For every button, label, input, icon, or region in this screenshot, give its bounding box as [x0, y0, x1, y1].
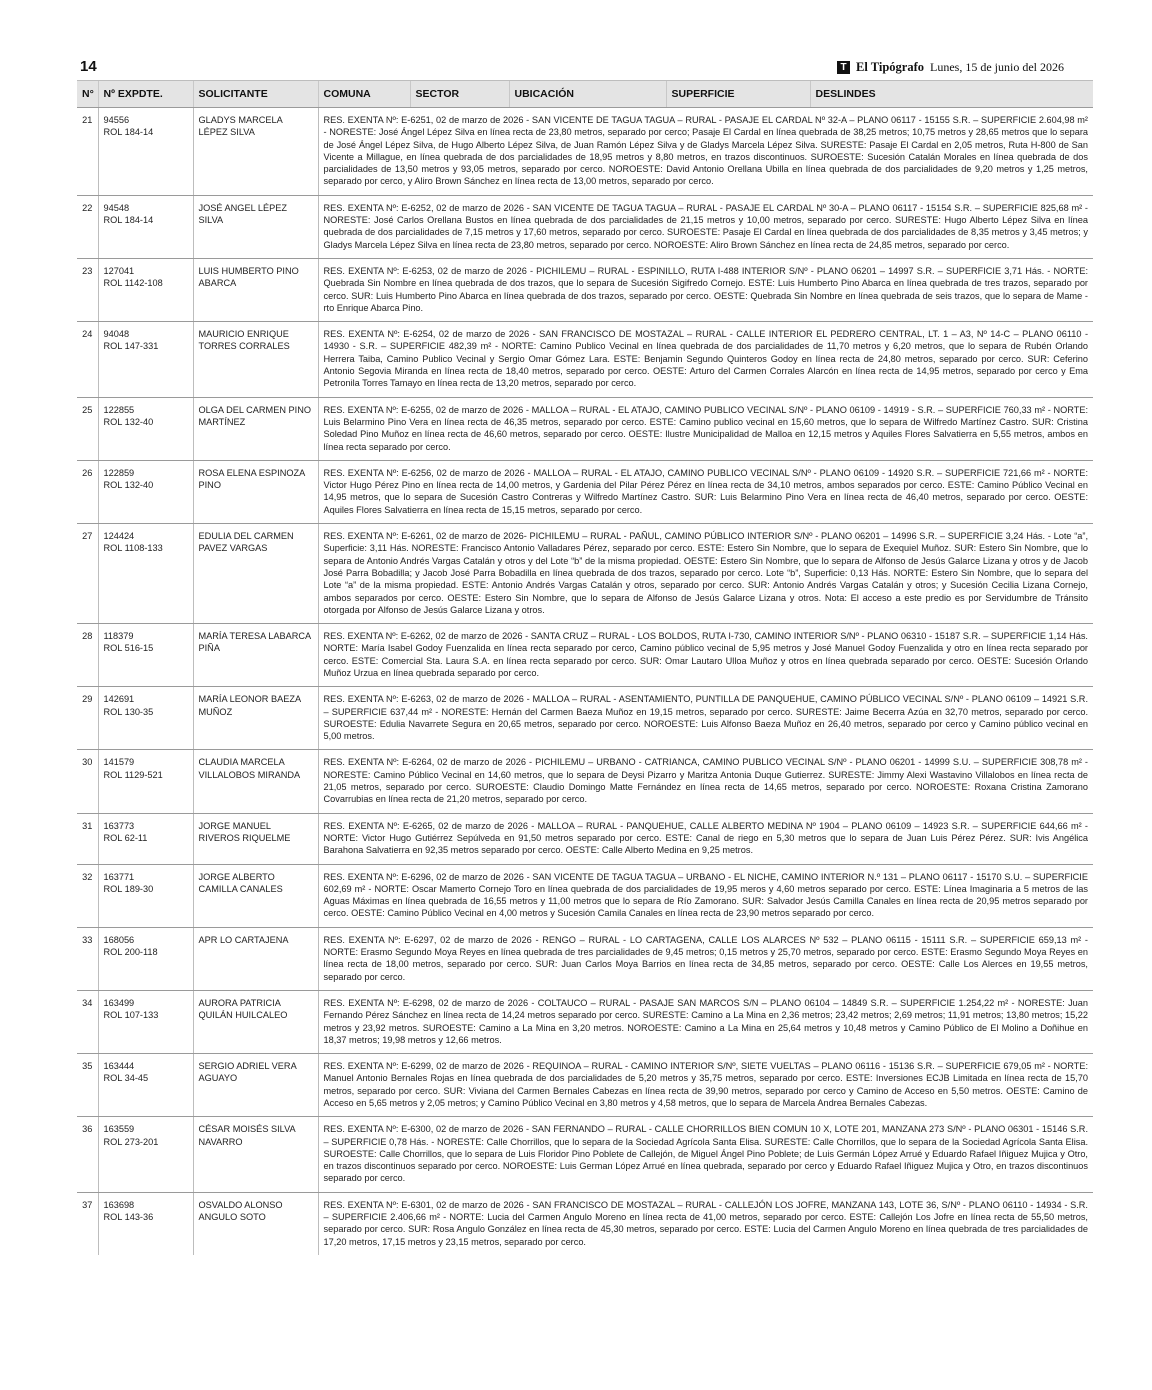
solicitante-cell: ROSA ELENA ESPINOZA PINO — [193, 460, 318, 523]
resolution-text: RES. EXENTA Nº: E-6252, 02 de marzo de 2026 - SAN VICENTE DE TAGUA TAGUA – RURAL - PASAJE EL CARDAL Nº 30-A – PLANO 06117 - 15154 S.R. – SUPERFICIE 825,68 m² - NORESTE: José Carlos Orellana Bustos en línea quebrada de dos parcialidades de 21,15 metros y 10,00 metros, separado por cerco. SURESTE: Hugo Alberto Lépez Silva en línea quebrada de dos parcialidades de 7,15 metros y 17,60 metros, separado por cerco. SUROESTE: Pasaje El Cardal en línea quebrada de dos parcialidades de 8,35 metros y 3,45 metros; y Gladys Marcela Lépez Silva en línea recta de 23,80 metros, separado por cerco. NOROESTE: Aliro Brown Sánchez en línea recta de 24,85 metros, separado por cerco. — [318, 195, 1093, 258]
rol-number: ROL 132-40 — [103, 480, 154, 491]
row-number: 37 — [77, 1192, 98, 1255]
expediente-cell — [98, 624, 193, 687]
column-header-superficie: SUPERFICIE — [666, 81, 810, 108]
expediente-cell — [98, 687, 193, 750]
solicitante-cell: EDULIA DEL CARMEN PAVEZ VARGAS — [193, 524, 318, 624]
row-number: 36 — [77, 1117, 98, 1192]
resolution-text: RES. EXENTA Nº: E-6300, 02 de marzo de 2026 - SAN FERNANDO – RURAL - CALLE CHORRILLOS BIEN COMUN 10 X, LOTE 201, MANZANA 273 S/Nº - PLANO 06301 - 15146 S.R. – SUPERFICIE 0,78 Hás. - NORESTE: Calle Chorrillos, que lo separa de la Sociedad Agrícola Santa Elisa. SURESTE: Calle Chorrillos, que lo separa de la Sociedad Agrícola Santa Elisa. SUROESTE: Calle Chorrillos, que lo separa de Luis Floridor Pino Poblete de Callejón, de Miguel Ángel Pino Poblete; de Luis Germán López Arrué y Eduardo Rafael Iñiguez Mujica y Otro, en trazos discontinuos separado por cerco. NOROESTE: Luis German López Arrué en línea quebrada, separado por cerco y Eduardo Rafael Iñiguez Mujica y Otro, en trazos discontinuos separado por cerco. — [318, 1117, 1093, 1192]
resolution-text: RES. EXENTA Nº: E-6298, 02 de marzo de 2026 - COLTAUCO – RURAL - PASAJE SAN MARCOS S/N – PLANO 06104 – 14849 S.R. – SUPERFICIE 1.254,22 m² - NORESTE: Juan Fernando Pérez Sánchez en línea recta de 14,24 metros separado por cerco. SURESTE: Camino a La Mina en 2,36 metros; 23,42 metros; 2,69 metros; 11,91 metros; 13,80 metros; 15,22 metros y 23,92 metros. SUROESTE: Camino a La Mina en 3,20 metros. NOROESTE: Camino a La Mina en 25,64 metros y 10,48 metros y Camino Público de El Molino a Doñihue en 18,37 metros; 19,98 metros y 12,66 metros. — [318, 990, 1093, 1053]
row-number: 35 — [77, 1054, 98, 1117]
expediente-number: 122859 — [103, 467, 135, 478]
newspaper-logo-icon: T — [837, 61, 850, 74]
resolution-text: RES. EXENTA Nº: E-6296, 02 de marzo de 2026 - SAN VICENTE DE TAGUA TAGUA – URBANO - EL NICHE, CAMINO INTERIOR N.º 131 – PLANO 06117 - 15170 S.U. – SUPERFICIE 602,69 m² - NORTE: Oscar Mamerto Cornejo Toro en línea quebrada de dos parcialidades de 19,95 meros y 4,60 metros separado por cerco. ESTE: Línea Imaginaria a 5 metros de las Aguas Máximas en línea quebrada de 16,55 metros y 11,00 metros que lo separa de Río Zamorano. SUR: Salvador Jesús Camilla Canales en línea recta de 20,95 metros separado por cerco. OESTE: Camino Público Vecinal en 4,00 metros y Sucesión Camila Canales en línea recta de 23,90 metros separado por cerco. — [318, 864, 1093, 927]
table-row — [77, 624, 1093, 687]
row-number: 30 — [77, 750, 98, 813]
expediente-number: 94556 — [103, 115, 130, 125]
solicitante-cell: CÉSAR MOISÉS SILVA NAVARRO — [193, 1117, 318, 1192]
expediente-cell — [98, 813, 193, 864]
solicitante-cell: GLADYS MARCELA LÉPEZ SILVA — [193, 108, 318, 196]
row-number: 26 — [77, 460, 98, 523]
rol-number: ROL 516-15 — [103, 643, 154, 654]
expediente-number: 163499 — [103, 997, 135, 1008]
solicitante-cell: MARÍA LEONOR BAEZA MUÑOZ — [193, 687, 318, 750]
resolution-text: RES. EXENTA Nº: E-6262, 02 de marzo de 2026 - SANTA CRUZ – RURAL - LOS BOLDOS, RUTA I-730, CAMINO INTERIOR S/Nº - PLANO 06310 - 15187 S.R. – SUPERFICIE 1,14 Hás. NORTE: María Isabel Godoy Fuenzalida en línea recta separado por cerco, Camino público vecinal de 5,95 metros y José Manuel Godoy Fuenzalida y otro en línea recta separado por cerco. ESTE: Comercial Sta. Laura S.A. en línea recta separado por cerco. SUR: Omar Lautaro Ulloa Muñoz y otros en línea quebrada separado por cerco. OESTE: Sucesión Orlando Muñoz Urzua en línea quebrada separado por cerco. — [318, 624, 1093, 687]
expediente-cell — [98, 108, 193, 196]
solicitante-cell: OSVALDO ALONSO ANGULO SOTO — [193, 1192, 318, 1255]
rol-number: ROL 1129-521 — [103, 769, 163, 780]
expediente-number: 163698 — [103, 1199, 135, 1210]
table-row — [77, 195, 1093, 258]
table-row — [77, 322, 1093, 397]
row-number: 23 — [77, 258, 98, 321]
table-row — [77, 524, 1093, 624]
page-number: 14 — [80, 58, 97, 75]
resolution-text: RES. EXENTA Nº: E-6297, 02 de marzo de 2026 - RENGO – RURAL - LO CARTAGENA, CALLE LOS ALARCES Nº 532 – PLANO 06115 - 15111 S.R. – SUPERFICIE 659,13 m² - NORTE: Erasmo Segundo Moya Reyes en línea quebrada de tres parcialidades de 9,45 metros; 0,15 metros y 25,70 metros, separado por cerco. ESTE: Erasmo Segundo Moya Reyes en línea recta de 18,00 metros, separado por cerco. SUR: Juan Carlos Moya Barrios en línea recta de 34,85 metros, separado por cerco. OESTE: Calle Los Alerces en 19,55 metros, separado por cerco. — [318, 927, 1093, 990]
expediente-cell — [98, 750, 193, 813]
resolution-text: RES. EXENTA Nº: E-6255, 02 de marzo de 2026 - MALLOA – RURAL - EL ATAJO, CAMINO PUBLICO VECINAL S/Nº - PLANO 06109 - 14919 - S.R. – SUPERFICIE 760,33 m² - NORTE: Luis Belarmino Pino Vera en línea recta de 46,35 metros, separado por cerco. ESTE: Camino publico vecinal en 15,60 metros, que lo separa de Wilfredo Martínez Castro. SUR: Cristina Soledad Pino Muñoz en línea recta de 46,60 metros, separado por cerco. OESTE: Ilustre Municipalidad de Malloa en 12,15 metros y Aquiles Flores Salvatierra en 5,55 metros, ambos en línea recta separado por cerco. — [318, 397, 1093, 460]
table-row — [77, 687, 1093, 750]
records-body — [77, 108, 1093, 1255]
solicitante-cell: JOSÉ ANGEL LÉPEZ SILVA — [193, 195, 318, 258]
row-number: 33 — [77, 927, 98, 990]
row-number: 32 — [77, 864, 98, 927]
expediente-cell — [98, 927, 193, 990]
table-row — [77, 813, 1093, 864]
expediente-cell — [98, 1054, 193, 1117]
resolution-text: RES. EXENTA Nº: E-6264, 02 de marzo de 2026 - PICHILEMU – URBANO - CATRIANCA, CAMINO PUBLICO VECINAL S/Nº - PLANO 06201 - 14999 S.U. – SUPERFICIE 308,78 m² - NORESTE: Camino Público Vecinal en 14,60 metros, que lo separa de Deysi Pizarro y Maritza Antonia Duque Gutierrez. SURESTE: Jimmy Alexi Wastavino Villalobos en línea recta de 21,05 metros, separado por cerco. SUROESTE: Claudio Domingo Matte Fernández en línea recta de 14,65 metros, separado por cerco. NOROESTE: Roxana Cristina Zamorano Covarrubias en línea recta de 21,20 metros, separado por cerco. — [318, 750, 1093, 813]
solicitante-cell: LUIS HUMBERTO PINO ABARCA — [193, 258, 318, 321]
solicitante-cell: MARÍA TERESA LABARCA PIÑA — [193, 624, 318, 687]
table-row — [77, 397, 1093, 460]
resolution-text: RES. EXENTA Nº: E-6251, 02 de marzo de 2026 - SAN VICENTE DE TAGUA TAGUA – RURAL - PASAJE EL CARDAL Nº 32-A – PLANO 06117 - 15155 S.R. – SUPERFICIE 2.604,98 m² - NORESTE: José Ángel Lépez Silva en línea recta de 23,80 metros, separado por cerco; Pasaje El Cardal en línea quebrada de 38,25 metros; 10,75 metros y 28,65 metros que lo separa de José Ángel Lépez Silva, de Hugo Alberto Lépez Silva, de Juan Ramón Lépez Silva y de Gladys Marcela Lépez Silva. SURESTE: Pasaje El Cardal en 2,05 metros, Ruta H-800 de San Vicente a Millague, en línea quebrada de dos parcialidades de 18,95 metros y 8,80 metros, en trazos discontinuos. SUROESTE: Sucesión Catalán Morales en línea quebrada de dos parcialidades de 13,50 metros y 93,05 metros, separado por cerco. NOROESTE: David Antonio Orellana Ubilla en línea quebrada de dos parcialidades de 9,20 metros y 1,25 metros, separado por cerco, y Aliro Brown Sánchez en línea recta de 13,00 metros, separado por cerco. — [318, 108, 1093, 196]
column-header-sector: SECTOR — [410, 81, 509, 108]
expediente-number: 163771 — [103, 871, 135, 882]
rol-number: ROL 189-30 — [103, 883, 154, 894]
row-number: 27 — [77, 524, 98, 624]
column-header-number: N° — [77, 81, 98, 108]
expediente-cell — [98, 1117, 193, 1192]
rol-number: ROL 1108-133 — [103, 543, 163, 554]
expediente-number: 122855 — [103, 404, 135, 415]
table-row — [77, 990, 1093, 1053]
column-header-ubicacion: UBICACIÓN — [509, 81, 666, 108]
table-row — [77, 864, 1093, 927]
expediente-number: 94048 — [103, 329, 130, 340]
solicitante-cell: APR LO CARTAJENA — [193, 927, 318, 990]
expediente-cell — [98, 1192, 193, 1255]
expediente-cell — [98, 460, 193, 523]
table-row — [77, 460, 1093, 523]
solicitante-cell: OLGA DEL CARMEN PINO MARTÍNEZ — [193, 397, 318, 460]
table-row — [77, 108, 1093, 196]
row-number: 22 — [77, 195, 98, 258]
expediente-cell — [98, 322, 193, 397]
column-header-solicitante: SOLICITANTE — [193, 81, 318, 108]
expediente-number: 142691 — [103, 694, 135, 705]
table-row — [77, 1192, 1093, 1255]
resolution-text: RES. EXENTA Nº: E-6261, 02 de marzo de 2026- PICHILEMU – RURAL - PAÑUL, CAMINO PÚBLICO INTERIOR S/Nº - PLANO 06201 – 14996 S.R. – SUPERFICIE 3,24 Hás. - Lote “a”, Superficie: 3,11 Hás. NORESTE: Francisco Antonio Valladares Pérez, separado por cerco. ESTE: Estero Sin Nombre, que lo separa de Exequiel Muñoz. SUR: Estero Sin Nombre, que lo separa de Antonio Andrés Vargas Catalán y otros y del Lote “b” de la misma propiedad. OESTE: Estero Sin Nombre, que lo separa de Alfonso de Jesús Galarce Lizana y otros y de Jacob José Parra Bobadilla; y Jacob José Parra Bobadilla en línea quebrada de dos trazos, separado por cerco. Lote “b”, Superficie: 0,13 Hás. NORTE: Estero Sin Nombre, que lo separa del Lote “a” de la misma propiedad. ESTE: Antonio Andrés Vargas Catalán y otros, separado por cerco. SUR: Antonio Andrés Vargas Catalán y otros; y Sucesión Cecilia Lizana Cornejo, ambos separados por cerco. OESTE: Estero Sin Nombre, que lo separa de Alfonso de Jesús Galarce Lizana y otros. Nota: El acceso a este predio es por Servidumbre de Tránsito otorgada por Alfonso de Jesús Galarce Lizana y otros. — [318, 524, 1093, 624]
row-number: 31 — [77, 813, 98, 864]
column-header-deslindes: DESLINDES — [810, 81, 1093, 108]
expediente-cell — [98, 195, 193, 258]
resolution-text: RES. EXENTA Nº: E-6299, 02 de marzo de 2026 - REQUINOA – RURAL - CAMINO INTERIOR S/Nº, SIETE VUELTAS – PLANO 06116 - 15136 S.R. – SUPERFICIE 679,05 m² - NORTE: Manuel Antonio Bernales Rojas en línea quebrada de dos parcialidades de 5,20 metros y 35,75 metros, separado por cerco. ESTE: Inversiones ECJB Limitada en línea recta de 15,70 metros, separado por cerco. SUR: Viviana del Carmen Bernales Cabezas en línea recta de 39,90 metros, separado por cerco y Camino de Acceso en 5,50 metros. OESTE: Camino de Acceso en 5,65 metros y 2,05 metros; y Camino Público Vecinal en 3,80 metros y 4,58 metros, que lo separa de Marcela Andrea Bernales Cabezas. — [318, 1054, 1093, 1117]
table-row — [77, 1054, 1093, 1117]
expediente-number: 127041 — [103, 265, 135, 276]
expediente-cell — [98, 990, 193, 1053]
row-number: 24 — [77, 322, 98, 397]
expediente-number: 163773 — [103, 820, 135, 831]
row-number: 25 — [77, 397, 98, 460]
row-number: 28 — [77, 624, 98, 687]
resolution-text: RES. EXENTA Nº: E-6301, 02 de marzo de 2026 - SAN FRANCISCO DE MOSTAZAL – RURAL - CALLEJÓN LOS JOFRE, MANZANA 143, LOTE 36, S/Nº - PLANO 06110 - 14934 - S.R. – SUPERFICIE 2.406,66 m² - NORTE: Lucia del Carmen Angulo Moreno en línea recta de 41,00 metros, separado por cerco. ESTE: Callejón Los Jofre en línea recta de 55,50 metros, separado por cerco. SUR: Rosa Angulo González en línea recta de 45,30 metros, separado por cerco. ESTE: Lucia del Carmen Angulo Moreno en línea quebrada de tres parcialidades de 17,20 metros, 17,15 metros y 23,15 metros, separado por cerco. — [323, 1199, 1088, 1247]
rol-number: ROL 184-14 — [103, 127, 154, 138]
solicitante-cell: AURORA PATRICIA QUILÁN HUILCALEO — [193, 990, 318, 1053]
solicitante-cell: JORGE MANUEL RIVEROS RIQUELME — [193, 813, 318, 864]
rol-number: ROL 130-35 — [103, 706, 154, 717]
expediente-cell — [98, 524, 193, 624]
expediente-number: 141579 — [103, 757, 135, 768]
column-header-comuna: COMUNA — [318, 81, 410, 108]
row-number: 21 — [77, 108, 98, 196]
expediente-cell — [98, 864, 193, 927]
rol-number: ROL 200-118 — [103, 947, 158, 958]
records-table — [77, 80, 1093, 1255]
rol-number: ROL 1142-108 — [103, 278, 163, 289]
expediente-number: 163444 — [103, 1061, 135, 1072]
resolution-text: RES. EXENTA Nº: E-6256, 02 de marzo de 2026 - MALLOA – RURAL - EL ATAJO, CAMINO PUBLICO VECINAL S/Nº - PLANO 06109 - 14920 S.R. – SUPERFICIE 721,66 m² - NORTE: Victor Hugo Pérez Pino en línea recta de 14,00 metros, y Gardenia del Pilar Pérez Pérez en línea recta de 34,10 metros, ambos separados por cerco. ESTE: Camino Público Vecinal en 14,95 metros, que lo separa de Sucesión Castro Contreras y Wilfredo Martínez Castro. SUR: Luis Belarmino Pino Vera en línea recta de 46,40 metros, separado por cerco. OESTE: Aquiles Flores Salvatierra en línea recta de 15,15 metros, separado por cerco. — [318, 460, 1093, 523]
solicitante-cell: CLAUDIA MARCELA VILLALOBOS MIRANDA — [193, 750, 318, 813]
resolution-text: RES. EXENTA Nº: E-6254, 02 de marzo de 2026 - SAN FRANCISCO DE MOSTAZAL – RURAL - CALLE INTERIOR EL PEDRERO CENTRAL, LT. 1 – A3, Nº 14-C – PLANO 06110 - 14930 - S.R. – SUPERFICIE 482,39 m² - NORTE: Camino Publico Vecinal en línea quebrada de dos parcialidades de 11,70 metros y 6,20 metros, que lo separa de Rubén Orlando Herrera Taiba, Camino Publico Vecinal y Sergio Omar Gómez Lara. ESTE: Benjamin Segundo Quinteros Godoy en línea recta de 24,80 metros, separado por cerco. SUR: Ceferino Antonio Segovia Miranda en línea recta de 18,40 metros, separado por cerco. OESTE: Arturo del Carmen Corrales Alarcón en línea recta de 14,95 metros, separado por cerco y Ema Petronila Torres Tamayo en línea recta de 13,20 metros, separado por cerco. — [318, 322, 1093, 397]
rol-number: ROL 107-133 — [103, 1010, 159, 1021]
resolution-text: RES. EXENTA Nº: E-6263, 02 de marzo de 2026 - MALLOA – RURAL - ASENTAMIENTO, PUNTILLA DE PANQUEHUE, CAMINO PÚBLICO VECINAL S/Nº - PLANO 06109 – 14921 S.R. – SUPERFICIE 637,44 m² - NORESTE: Hernán del Carmen Baeza Muñoz en 19,15 metros, separado por cerco. SURESTE: Jaime Becerra Azúa en 32,70 metros, separado por cerco. SUROESTE: Edulia Navarrete Segura en 20,65 metros, separado por cerco. NOROESTE: Luis Alfonso Baeza Muñoz en 26,40 metros, separado por cerco y Camino público vecinal en 5,00 metros. — [318, 687, 1093, 750]
rol-number: ROL 132-40 — [103, 416, 154, 427]
issue-date: Lunes, 15 de junio del 2026 — [930, 60, 1064, 74]
column-header-expediente: Nº EXPDTE. — [98, 81, 193, 108]
rol-number: ROL 62-11 — [103, 832, 148, 843]
solicitante-cell: JORGE ALBERTO CAMILLA CANALES — [193, 864, 318, 927]
expediente-cell — [98, 397, 193, 460]
solicitante-cell: SERGIO ADRIEL VERA AGUAYO — [193, 1054, 318, 1117]
expediente-number: 168056 — [103, 934, 135, 945]
newspaper-name: El Tipógrafo — [856, 60, 925, 74]
table-row — [77, 1117, 1093, 1192]
table-row — [77, 927, 1093, 990]
rol-number: ROL 34-45 — [103, 1073, 149, 1084]
expediente-number: 124424 — [103, 531, 135, 542]
table-row — [77, 750, 1093, 813]
resolution-text: RES. EXENTA Nº: E-6253, 02 de marzo de 2026 - PICHILEMU – RURAL - ESPINILLO, RUTA I-488 INTERIOR S/Nº - PLANO 06201 – 14997 S.R. – SUPERFICIE 3,71 Hás. - NORTE: Quebrada Sin Nombre en línea quebrada de dos trazos, que lo separa de Sucesión Sigifredo Cornejo. ESTE: Luis Humberto Pino Abarca en línea quebrada de tres trazos, separado por cerco. SUR: Luis Humberto Pino Abarca en línea quebrada de dos trazos, separado por cerco. OESTE: Quebrada Sin Nombre en línea quebrada de seis trazos, que lo separa de Mame - rto Enrique Abarca Pino. — [318, 258, 1093, 321]
expediente-number: 94548 — [103, 202, 130, 213]
table-header-row — [77, 81, 1093, 108]
expediente-number: 163559 — [103, 1124, 135, 1135]
solicitante-cell: MAURICIO ENRIQUE TORRES CORRALES — [193, 322, 318, 397]
rol-number: ROL 184-14 — [103, 215, 154, 226]
rol-number: ROL 147-331 — [103, 341, 159, 352]
rol-number: ROL 273-201 — [103, 1136, 159, 1147]
row-number: 34 — [77, 990, 98, 1053]
expediente-number: 118379 — [103, 631, 134, 642]
rol-number: ROL 143-36 — [103, 1212, 154, 1223]
masthead — [837, 60, 1064, 75]
table-row — [77, 258, 1093, 321]
expediente-cell — [98, 258, 193, 321]
row-number: 29 — [77, 687, 98, 750]
resolution-text: RES. EXENTA Nº: E-6265, 02 de marzo de 2026 - MALLOA – RURAL - PANQUEHUE, CALLE ALBERTO MEDINA Nº 1904 – PLANO 06109 – 14923 S.R. – SUPERFICIE 644,66 m² - NORTE: Victor Hugo Gutiérrez Sepúlveda en 91,50 metros separado por cerco. ESTE: Canal de riego en 5,30 metros que lo separa de Juan Luis Pérez Pérez. SUR: Ivis Angélica Barahona Salvatierra en 92,35 metros separado por cerco. OESTE: Calle Alberto Medina en 9,25 metros. — [318, 813, 1093, 864]
